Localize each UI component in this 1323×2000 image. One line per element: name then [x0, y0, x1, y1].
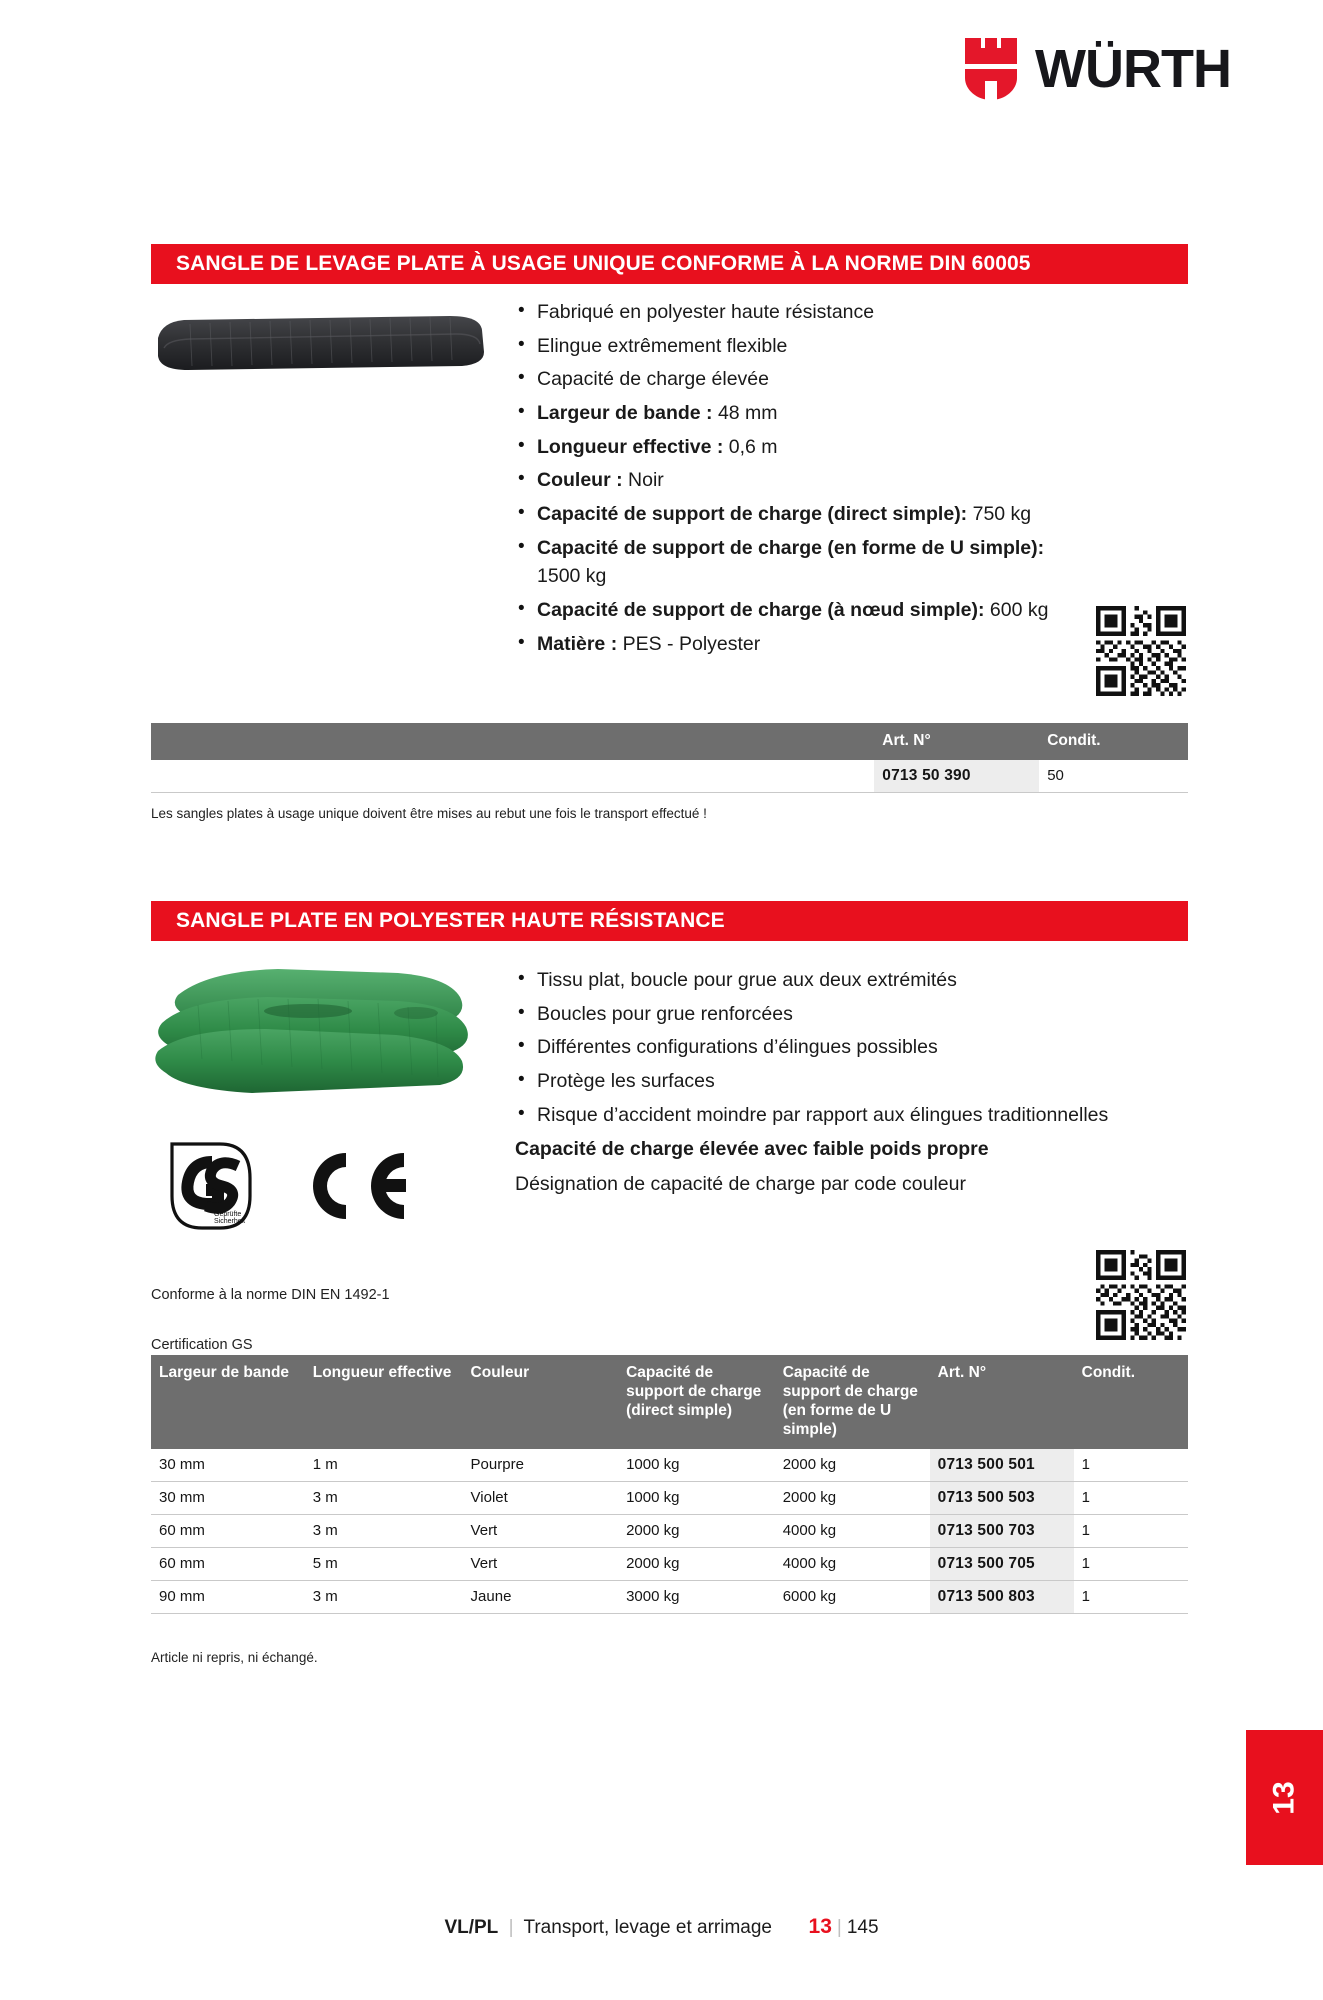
cell-largeur: 30 mm: [151, 1449, 305, 1482]
cell-longueur: 3 m: [305, 1481, 463, 1514]
footer-page-separator: |: [836, 1917, 842, 1938]
svg-text:Sicherheit: Sicherheit: [214, 1218, 246, 1225]
svg-text:Geprüfte: Geprüfte: [214, 1211, 242, 1218]
cell-condit: 1: [1074, 1481, 1188, 1514]
list-item: • Matière : PES - Polyester: [515, 630, 1085, 659]
list-item: • Capacité de support de charge (à nœud simple): 600 kg: [515, 596, 1085, 625]
product-image-black-sling: [150, 300, 490, 380]
cell-uform: 2000 kg: [775, 1449, 930, 1482]
cell-uform: 2000 kg: [775, 1481, 930, 1514]
list-item: • Risque d’accident moindre par rapport aux élingues traditionnelles: [515, 1101, 1135, 1130]
table-row[interactable]: [151, 760, 1188, 793]
cell-largeur: 30 mm: [151, 1481, 305, 1514]
list-item: • Capacité de charge élevée: [515, 365, 1085, 394]
table-row[interactable]: [151, 1449, 1188, 1482]
chapter-tab: [1246, 1730, 1323, 1865]
cell-uform: 4000 kg: [775, 1514, 930, 1547]
footer-separator: |: [508, 1917, 514, 1938]
table-row[interactable]: [151, 1514, 1188, 1547]
table-note-single-use: Les sangles plates à usage unique doivent être mises au rebut une fois le transport effectué !: [151, 806, 707, 821]
cell-artno[interactable]: 0713 500 503: [930, 1481, 1074, 1514]
table-col-largeur: Largeur de bande: [151, 1355, 305, 1449]
table-col-uform: Capacité de support de charge (en forme de U simple): [775, 1355, 930, 1449]
table-col-spacer: [151, 723, 874, 760]
list-item: • Boucles pour grue renforcées: [515, 1000, 1135, 1029]
certification-marks: [168, 1140, 410, 1232]
table-row[interactable]: [151, 1547, 1188, 1580]
cell-longueur: 3 m: [305, 1580, 463, 1613]
cell-uform: 6000 kg: [775, 1580, 930, 1613]
feature-list-high-strength: [515, 966, 1135, 1199]
cell-direct: 1000 kg: [618, 1449, 775, 1482]
list-item: • Différentes configurations d’élingues possibles: [515, 1033, 1135, 1062]
list-item: • Fabriqué en polyester haute résistance: [515, 298, 1085, 327]
cell-couleur: Vert: [463, 1547, 619, 1580]
section-banner-high-strength: [151, 901, 1188, 941]
list-item: • Couleur : Noir: [515, 466, 1085, 495]
conformity-text: Conforme à la norme DIN EN 1492-1: [151, 1287, 390, 1303]
ce-mark-icon: [300, 1147, 410, 1225]
cell-spacer: [151, 760, 874, 793]
cell-artno[interactable]: 0713 500 803: [930, 1580, 1074, 1613]
footer-chapter-title: Transport, levage et arrimage: [523, 1917, 772, 1938]
table-col-artno: Art. N°: [930, 1355, 1074, 1449]
cell-artno[interactable]: 0713 50 390: [874, 760, 1039, 793]
section-banner-single-use: [151, 244, 1188, 284]
cell-longueur: 1 m: [305, 1449, 463, 1482]
cell-direct: 1000 kg: [618, 1481, 775, 1514]
table-col-direct: Capacité de support de charge (direct simple): [618, 1355, 775, 1449]
sub-line: Désignation de capacité de charge par code couleur: [515, 1172, 966, 1195]
cell-condit: 1: [1074, 1580, 1188, 1613]
cell-condit: 1: [1074, 1449, 1188, 1482]
table-header-row: [151, 723, 1188, 760]
product-image-green-sling: [148, 955, 478, 1115]
cell-longueur: 5 m: [305, 1547, 463, 1580]
cell-largeur: 60 mm: [151, 1514, 305, 1547]
table-col-couleur: Couleur: [463, 1355, 619, 1449]
wurth-wordmark: WÜRTH: [1035, 39, 1231, 99]
table-row[interactable]: [151, 1481, 1188, 1514]
list-item: • Protège les surfaces: [515, 1067, 1135, 1096]
qr-code-single-use[interactable]: [1096, 606, 1186, 696]
list-item: • Tissu plat, boucle pour grue aux deux extrémités: [515, 966, 1135, 995]
footer-vehicle-type: VL/PL: [444, 1917, 499, 1938]
cell-longueur: 3 m: [305, 1514, 463, 1547]
table-col-condit: Condit.: [1074, 1355, 1188, 1449]
article-table-high-strength: [151, 1355, 1188, 1614]
cell-artno[interactable]: 0713 500 703: [930, 1514, 1074, 1547]
cell-couleur: Pourpre: [463, 1449, 619, 1482]
section-title: SANGLE PLATE EN POLYESTER HAUTE RÉSISTANCE: [176, 909, 725, 932]
cell-couleur: Violet: [463, 1481, 619, 1514]
cell-direct: 2000 kg: [618, 1547, 775, 1580]
cell-artno[interactable]: 0713 500 501: [930, 1449, 1074, 1482]
cell-direct: 2000 kg: [618, 1514, 775, 1547]
list-item: • Largeur de bande : 48 mm: [515, 399, 1085, 428]
table-row[interactable]: [151, 1580, 1188, 1613]
footer-page-number: 13: [808, 1915, 832, 1938]
cell-condit: 50: [1039, 760, 1188, 793]
certification-text: Certification GS: [151, 1337, 253, 1353]
table-col-artno: Art. N°: [874, 723, 1039, 760]
list-item: • Elingue extrêmement flexible: [515, 332, 1085, 361]
feature-list-single-use: [515, 298, 1085, 663]
page-footer: [0, 1915, 1323, 1939]
table-col-condit: Condit.: [1039, 723, 1188, 760]
gs-mark-icon: [168, 1140, 254, 1232]
table-header-row: [151, 1355, 1188, 1449]
highlight-line: Capacité de charge élevée avec faible poids propre: [515, 1138, 989, 1161]
cell-condit: 1: [1074, 1514, 1188, 1547]
cell-artno[interactable]: 0713 500 705: [930, 1547, 1074, 1580]
table-note-high-strength: Article ni repris, ni échangé.: [151, 1650, 318, 1665]
qr-code-high-strength[interactable]: [1096, 1250, 1186, 1340]
chapter-tab-number: 13: [1267, 1780, 1301, 1815]
table-col-longueur: Longueur effective: [305, 1355, 463, 1449]
section-title: SANGLE DE LEVAGE PLATE À USAGE UNIQUE CONFORME À LA NORME DIN 60005: [176, 252, 1031, 275]
cell-largeur: 60 mm: [151, 1547, 305, 1580]
cell-uform: 4000 kg: [775, 1547, 930, 1580]
list-item: • Capacité de support de charge (direct simple): 750 kg: [515, 500, 1085, 529]
cell-largeur: 90 mm: [151, 1580, 305, 1613]
list-item: • Longueur effective : 0,6 m: [515, 433, 1085, 462]
cell-couleur: Jaune: [463, 1580, 619, 1613]
article-table-single-use: [151, 723, 1188, 793]
cell-direct: 3000 kg: [618, 1580, 775, 1613]
page-header: [965, 38, 1231, 100]
wurth-shield-icon: [965, 38, 1017, 100]
list-item: • Capacité de support de charge (en forme de U simple): 1500 kg: [515, 534, 1085, 591]
cell-couleur: Vert: [463, 1514, 619, 1547]
cell-condit: 1: [1074, 1547, 1188, 1580]
footer-page-total: 145: [846, 1917, 879, 1938]
